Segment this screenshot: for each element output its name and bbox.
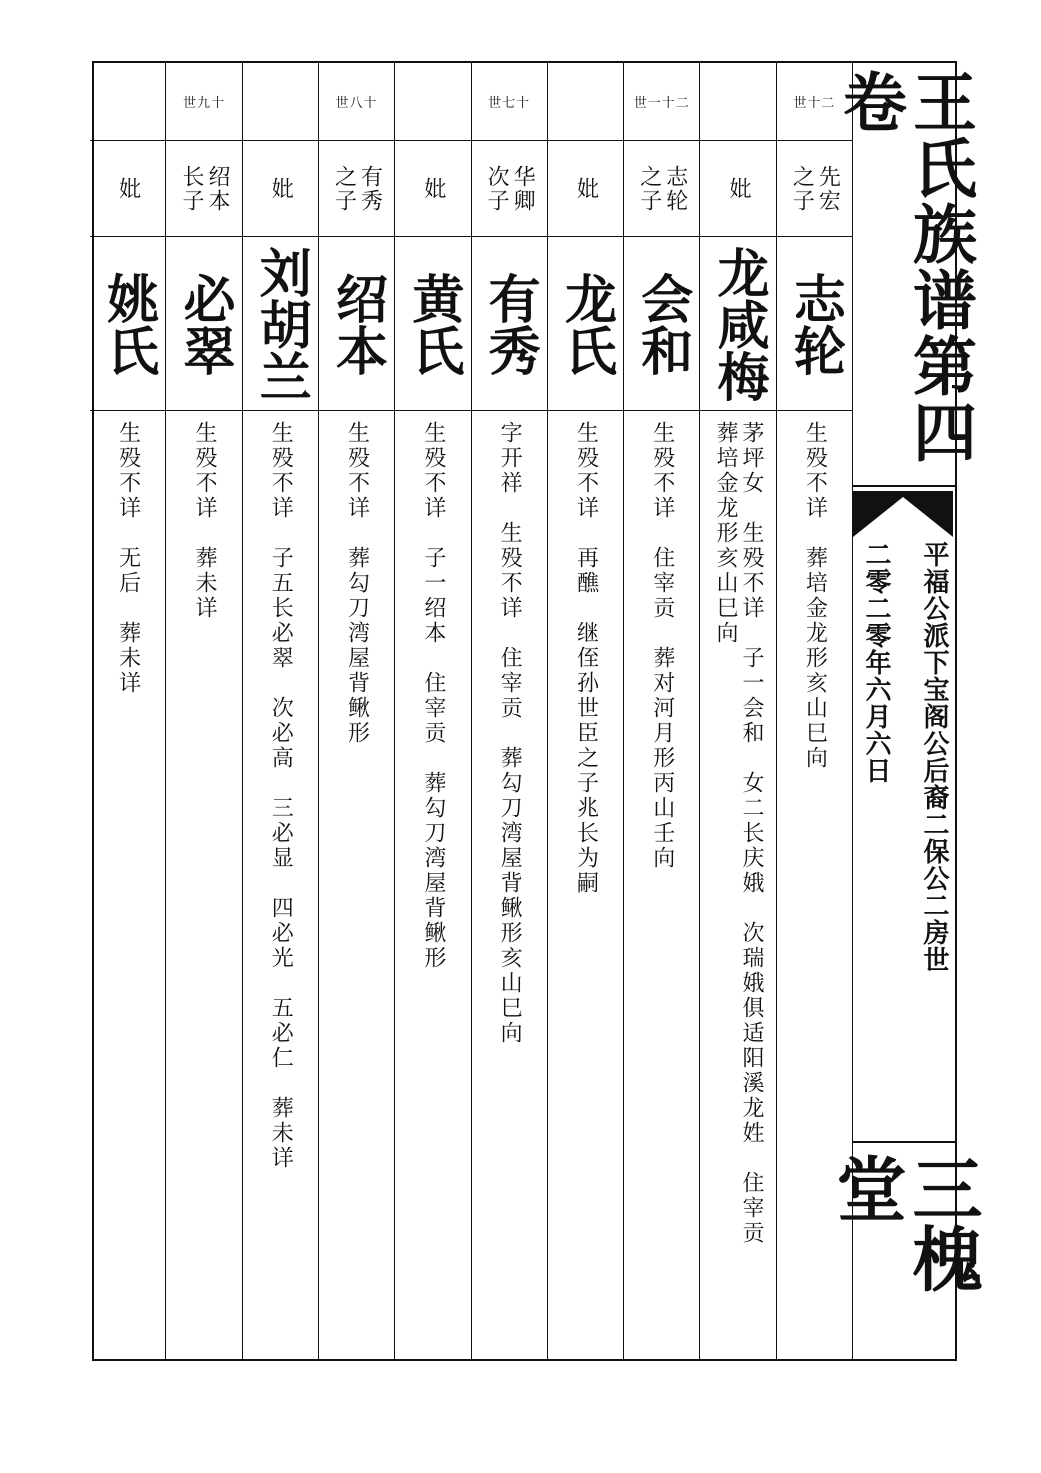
biography-notes: 生殁不详 子一绍本 住宰贡 葬勾刀湾屋背鳅形 <box>420 421 446 971</box>
biography-notes: 生殁不详 无后 葬未详 <box>115 421 141 696</box>
entry-column <box>700 63 776 1359</box>
compile-date: 二零二零年六月六日 <box>861 541 891 784</box>
relation-label: 先宏 之子 <box>777 141 852 237</box>
hall-name: 三槐堂 <box>825 1153 983 1293</box>
person-name: 志轮 <box>777 237 852 411</box>
generation-label: 世九十 <box>166 63 241 141</box>
generation-label <box>243 63 318 141</box>
biography-notes: 生殁不详 葬培金龙形亥山巳向 <box>802 421 828 771</box>
relation-label: 有秀 之子 <box>319 141 394 237</box>
person-name: 会和 <box>624 237 699 411</box>
biography-notes: 茅坪女 生殁不详 子一会和 女二长庆娥 次瑞娥俱适阳溪龙姓 住宰贡 葬培金龙形亥山巳向 <box>713 421 765 1246</box>
relation-label: 妣 <box>700 141 775 237</box>
biography-notes: 生殁不详 子五长必翠 次必高 三必显 四必光 五必仁 葬未详 <box>268 421 294 1171</box>
person-name: 有秀 <box>472 237 547 411</box>
person-name: 绍本 <box>319 237 394 411</box>
entry-column <box>395 63 471 1359</box>
relation-label: 妣 <box>548 141 623 237</box>
biography-notes: 生殁不详 住宰贡 葬对河月形丙山壬向 <box>649 421 675 871</box>
person-name: 龙氏 <box>548 237 623 411</box>
relation-label: 绍本 长子 <box>166 141 241 237</box>
title-column <box>825 63 983 1359</box>
generation-label: 世十二 <box>777 63 852 141</box>
entry-column <box>319 63 395 1359</box>
entry-column <box>624 63 700 1359</box>
biography-notes: 字开祥 生殁不详 住宰贡 葬勾刀湾屋背鳅形亥山巳向 <box>497 421 523 1046</box>
relation-label: 志轮 之子 <box>624 141 699 237</box>
person-name: 必翠 <box>166 237 241 411</box>
entry-column <box>243 63 319 1359</box>
relation-label: 妣 <box>395 141 470 237</box>
entry-column <box>166 63 242 1359</box>
book-title: 王氏族谱第四卷 <box>832 69 976 465</box>
entry-column <box>472 63 548 1359</box>
generation-label <box>90 63 165 141</box>
genealogy-page <box>92 61 983 1361</box>
person-name: 龙咸梅 <box>700 237 775 411</box>
person-name: 刘胡兰 <box>243 237 318 411</box>
generation-label: 世八十 <box>319 63 394 141</box>
relation-label: 妣 <box>243 141 318 237</box>
biography-notes: 生殁不详 葬未详 <box>191 421 217 621</box>
generation-label <box>700 63 775 141</box>
generation-label <box>548 63 623 141</box>
generation-label: 世一十二 <box>624 63 699 141</box>
generation-label: 世七十 <box>472 63 547 141</box>
biography-notes: 生殁不详 再醮 继侄孙世臣之子兆长为嗣 <box>573 421 599 896</box>
person-name: 姚氏 <box>90 237 165 411</box>
entry-column <box>548 63 624 1359</box>
generation-label <box>395 63 470 141</box>
biography-notes: 生殁不详 葬勾刀湾屋背鳅形 <box>344 421 370 746</box>
relation-label: 妣 <box>90 141 165 237</box>
relation-label: 华卿 次子 <box>472 141 547 237</box>
entry-column <box>90 63 166 1359</box>
person-name: 黄氏 <box>395 237 470 411</box>
chevron-band <box>853 491 953 537</box>
lineage-subtitle: 平福公派下宝阁公后裔二保公二房世 <box>919 541 949 973</box>
